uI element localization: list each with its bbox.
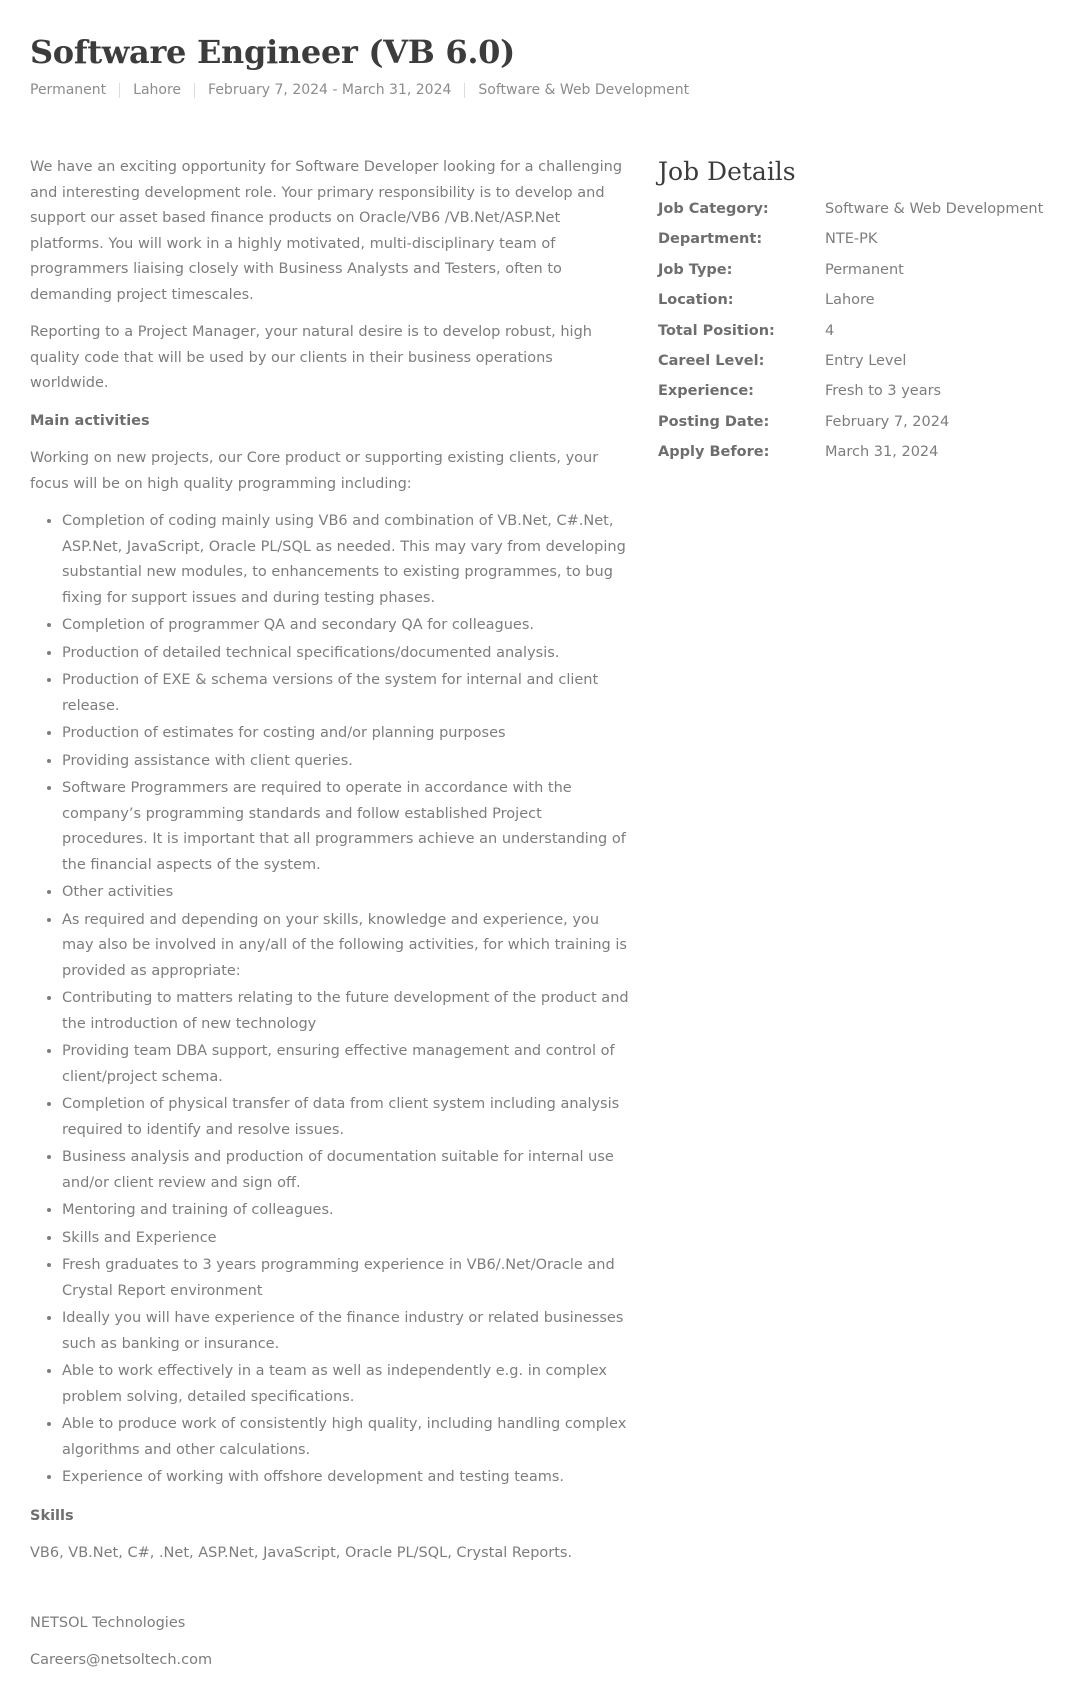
list-item: • Able to produce work of consistently high quality, including handling complex algorithms and other calculations. <box>62 1412 630 1463</box>
job-details-panel <box>658 154 1078 473</box>
detail-label: Posting Date: <box>658 413 770 430</box>
activities-list <box>30 509 630 1491</box>
list-item: • Able to work effectively in a team as well as independently e.g. in complex problem solving, detailed specifications. <box>62 1359 630 1410</box>
job-description <box>30 155 630 1579</box>
list-item: • Completion of programmer QA and secondary QA for colleagues. <box>62 613 630 639</box>
main-activities-intro: Working on new projects, our Core product or supporting existing clients, your focus will be on high quality programming including: <box>30 450 599 492</box>
detail-row-apply-before <box>658 442 1078 472</box>
company-name: NETSOL Technologies <box>30 1615 186 1631</box>
contact-email: Careers@netsoltech.com <box>30 1652 213 1668</box>
detail-value: February 7, 2024 <box>825 413 950 430</box>
detail-row-total-position <box>658 321 1078 351</box>
list-item: • Ideally you will have experience of the finance industry or related businesses such as banking or insurance. <box>62 1306 630 1357</box>
list-item: • Mentoring and training of colleagues. <box>62 1198 630 1224</box>
detail-label: Job Type: <box>658 261 733 278</box>
detail-row-experience <box>658 381 1078 411</box>
detail-label: Total Position: <box>658 322 775 339</box>
detail-row-job-type <box>658 260 1078 290</box>
skills-text: VB6, VB.Net, C#, .Net, ASP.Net, JavaScript, Oracle PL/SQL, Crystal Reports. <box>30 1545 573 1561</box>
detail-value: March 31, 2024 <box>825 444 939 461</box>
list-item: • As required and depending on your skills, knowledge and experience, you may also be involved in any/all of the following activities, for which training is provided as appropriate: <box>62 908 630 985</box>
intro-paragraph: We have an exciting opportunity for Software Developer looking for a challenging and interesting development role. Your primary responsibility is to develop and support our asset based finance products on Oracle/VB6 /VB.Net/ASP.Net platforms. You will work in a highly motivated, multi-disciplinary team of programmers liaising closely with Business Analysts and Testers, often to demanding project timescales. <box>30 159 623 303</box>
detail-value: 4 <box>825 322 835 339</box>
list-item: • Skills and Experience <box>62 1226 630 1252</box>
detail-row-department <box>658 229 1078 259</box>
list-item: • Production of estimates for costing and/or planning purposes <box>62 721 630 747</box>
job-title: Software Engineer (VB 6.0) <box>30 33 515 71</box>
detail-label: Job Category: <box>658 201 769 217</box>
detail-label: Department: <box>658 231 763 248</box>
list-item: • Production of EXE & schema versions of the system for internal and client release. <box>62 668 630 719</box>
meta-date-range: February 7, 2024 - March 31, 2024 <box>208 82 452 98</box>
list-item: • Providing assistance with client queries. <box>62 749 630 775</box>
list-item: • Contributing to matters relating to the future development of the product and the introduction of new technology <box>62 986 630 1037</box>
skills-heading: Skills <box>30 1507 74 1524</box>
detail-value: Fresh to 3 years <box>825 383 942 400</box>
job-meta <box>30 80 689 100</box>
detail-row-career-level <box>658 351 1078 381</box>
meta-category: Software & Web Development <box>478 82 690 98</box>
detail-label: Location: <box>658 292 734 309</box>
list-item: • Providing team DBA support, ensuring effective management and control of client/project schema. <box>62 1039 630 1090</box>
detail-value: Permanent <box>825 261 904 278</box>
contact-footer <box>30 1613 212 1687</box>
detail-value: Lahore <box>825 292 875 309</box>
meta-divider <box>194 83 195 98</box>
list-item: • Completion of coding mainly using VB6 and combination of VB.Net, C#.Net, ASP.Net, JavaScript, Oracle PL/SQL as needed. This may vary from developing substantial new modules, to enhancements to existing programmes, to bug fixing for support issues and during testing phases. <box>62 509 630 611</box>
list-item: • Production of detailed technical specifications/documented analysis. <box>62 641 630 667</box>
list-item: • Experience of working with offshore development and testing teams. <box>62 1465 630 1491</box>
list-item: • Completion of physical transfer of data from client system including analysis required to identify and resolve issues. <box>62 1092 630 1143</box>
detail-label: Careel Level: <box>658 352 765 369</box>
reporting-paragraph: Reporting to a Project Manager, your natural desire is to develop robust, high quality code that will be used by our clients in their business operations worldwide. <box>30 324 592 391</box>
meta-divider <box>119 83 120 98</box>
main-activities-heading: Main activities <box>30 412 150 429</box>
detail-value: Software & Web Development <box>825 201 1044 217</box>
detail-label: Experience: <box>658 383 754 400</box>
detail-label: Apply Before: <box>658 444 770 461</box>
meta-job-type: Permanent <box>30 82 107 98</box>
list-item: • Fresh graduates to 3 years programming experience in VB6/.Net/Oracle and Crystal Report environment <box>62 1253 630 1304</box>
job-details-heading: Job Details <box>658 157 796 186</box>
detail-row-location <box>658 290 1078 320</box>
detail-row-category <box>658 199 1078 229</box>
detail-value: Entry Level <box>825 352 907 369</box>
detail-value: NTE-PK <box>825 231 878 248</box>
detail-row-posting-date <box>658 412 1078 442</box>
list-item: • Business analysis and production of documentation suitable for internal use and/or client review and sign off. <box>62 1145 630 1196</box>
list-item: • Software Programmers are required to operate in accordance with the company’s programming standards and follow established Project procedures. It is important that all programmers achieve an understanding of the financial aspects of the system. <box>62 776 630 878</box>
list-item: • Other activities <box>62 880 630 906</box>
meta-divider <box>464 83 465 98</box>
meta-location: Lahore <box>133 82 182 98</box>
